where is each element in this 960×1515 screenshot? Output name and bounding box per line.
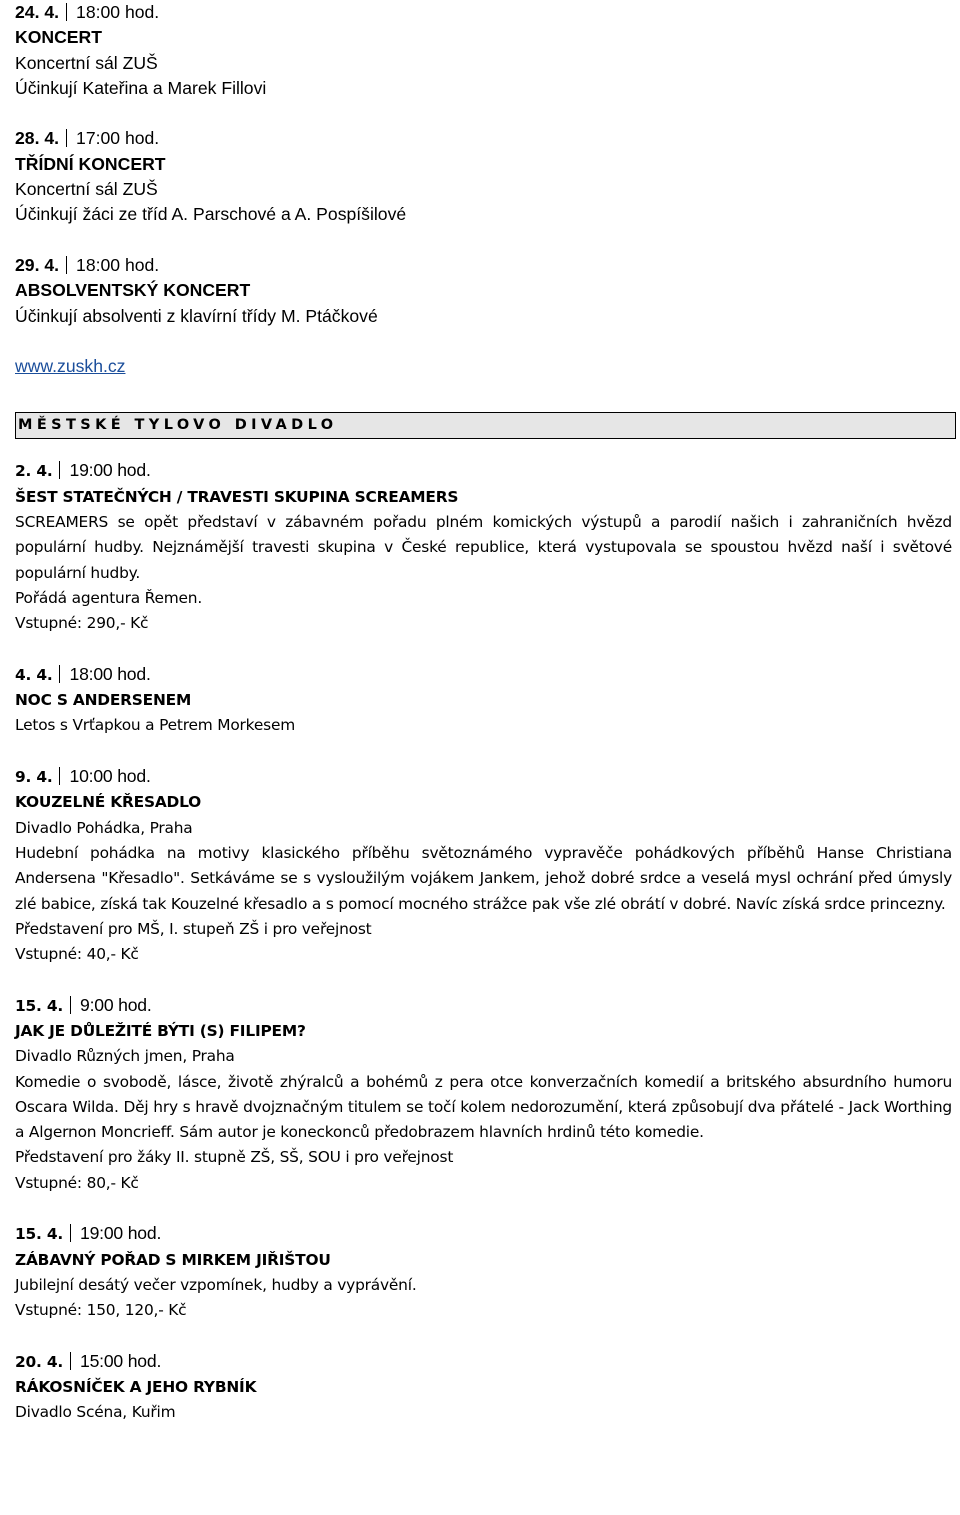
event-time: 18:00 hod.	[69, 663, 151, 684]
event-date-line	[15, 253, 952, 278]
concert-section	[15, 0, 952, 379]
event-title: ŠEST STATEČNÝCH / TRAVESTI SKUPINA SCREAMERS	[15, 487, 459, 506]
event-line: Letos s Vrťapkou a Petrem Morkesem	[15, 716, 295, 735]
event-price: Vstupné: 40,- Kč	[15, 945, 139, 964]
date-separator	[59, 767, 60, 785]
event-time: 15:00 hod.	[79, 1350, 162, 1371]
date-separator	[70, 1352, 71, 1370]
date-separator	[59, 461, 60, 479]
website-link[interactable]: www.zuskh.cz	[15, 356, 126, 377]
event-date: 15. 4.	[15, 1225, 63, 1244]
event-date: 29. 4.	[15, 254, 60, 275]
event-line: Jubilejní desátý večer vzpomínek, hudby a vyprávění.	[15, 1275, 417, 1294]
event-time: 19:00 hod.	[79, 1223, 162, 1244]
date-separator	[66, 256, 67, 274]
event-title: RÁKOSNÍČEK A JEHO RYBNÍK	[15, 1378, 257, 1397]
event-line: Účinkují žáci ze tříd A. Parschové a A. Pospíšilové	[15, 204, 407, 225]
section-heading-banner: MĚSTSKÉ TYLOVO DIVADLO	[15, 412, 956, 439]
event-description: SCREAMERS se opět představí v zábavném pořadu plném komických výstupů a parodií našich i zahraničních hvězd populární hudby. Nejznámější travesti skupina v České republice, která vystupovala se spoustou hvězd naší i světové populární hudby.	[15, 513, 952, 582]
event-line: Pořádá agentura Řemen.	[15, 588, 203, 607]
event-date-line	[15, 1221, 952, 1247]
event-entry	[15, 458, 952, 636]
event-time: 18:00 hod.	[76, 2, 160, 22]
event-date: 2. 4.	[15, 462, 53, 481]
date-separator	[70, 996, 71, 1014]
event-date: 20. 4.	[15, 1352, 63, 1371]
event-line: Účinkují Kateřina a Marek Fillovi	[15, 77, 267, 98]
event-title: KOUZELNÉ KŘESADLO	[15, 793, 202, 812]
event-line: Představení pro žáky II. stupně ZŠ, SŠ, SOU i pro veřejnost	[15, 1148, 454, 1167]
event-title: KONCERT	[15, 27, 102, 48]
event-line: Představení pro MŠ, I. stupeň ZŠ i pro veřejnost	[15, 919, 372, 938]
event-line: Koncertní sál ZUŠ	[15, 52, 158, 73]
event-time: 17:00 hod.	[76, 128, 160, 149]
event-time: 9:00 hod.	[79, 994, 152, 1015]
date-separator	[66, 129, 67, 147]
event-date: 9. 4.	[15, 768, 53, 787]
event-time: 19:00 hod.	[69, 460, 151, 481]
event-date-line	[15, 126, 952, 151]
website-line	[15, 354, 952, 379]
event-entry	[15, 662, 952, 739]
event-price: Vstupné: 80,- Kč	[15, 1173, 139, 1192]
date-separator	[66, 3, 67, 21]
event-date-line	[15, 662, 952, 688]
event-title: ZÁBAVNÝ POŘAD S MIRKEM JIŘIŠTOU	[15, 1250, 331, 1269]
event-date: 15. 4.	[15, 996, 63, 1015]
event-line: Koncertní sál ZUŠ	[15, 179, 158, 200]
event-line: Účinkují absolventi z klavírní třídy M. Ptáčkové	[15, 305, 378, 326]
event-entry	[15, 993, 952, 1196]
event-line: Divadlo Scéna, Kuřim	[15, 1403, 176, 1422]
event-title: ABSOLVENTSKÝ KONCERT	[15, 280, 251, 301]
event-description: Komedie o svobodě, lásce, životě zhýralců a bohémů z pera otce konverzačních komedií a britského absurdního humoru Oscara Wilda. Děj hry s hravě dvojznačným titulem se točí kolem nedorozumění, která způsobují dva přátelé - Jack Worthing a Algernon Moncrieff. Sám autor je koneckonců předobrazem hlavních hrdinů této komedie.	[15, 1072, 952, 1142]
event-time: 10:00 hod.	[69, 766, 151, 787]
date-separator	[59, 665, 60, 683]
event-subtitle: Divadlo Pohádka, Praha	[15, 818, 193, 837]
event-entry	[15, 764, 952, 967]
event-subtitle: Divadlo Různých jmen, Praha	[15, 1047, 235, 1066]
event-entry	[15, 0, 952, 101]
date-separator	[70, 1224, 71, 1242]
event-entry	[15, 1349, 952, 1426]
event-title: NOC S ANDERSENEM	[15, 691, 192, 710]
event-date-line	[15, 993, 952, 1019]
event-price: Vstupné: 290,- Kč	[15, 614, 149, 633]
event-date-line	[15, 0, 952, 25]
event-date: 4. 4.	[15, 665, 53, 684]
event-date-line	[15, 764, 952, 790]
event-date: 24. 4.	[15, 2, 60, 22]
event-date: 28. 4.	[15, 128, 60, 149]
event-description: Hudební pohádka na motivy klasického příběhu světoznámého vypravěče pohádkových příběhů Hanse Christiana Andersena "Křesadlo". Setkáváme se s vysloužilým vojákem Jankem, jehož dobré srdce a veselá mysl ochrání před úmysly zlé babice, získá tak Kouzelné křesadlo a s pomocí mocného strážce pak vše zlé obrátí v dobré. Navíc získá srdce princezny.	[15, 843, 952, 913]
event-entry	[15, 253, 952, 329]
event-date-line	[15, 458, 952, 484]
event-time: 18:00 hod.	[76, 254, 160, 275]
event-title: JAK JE DŮLEŽITÉ BÝTI (S) FILIPEM?	[15, 1021, 306, 1040]
theatre-section	[15, 458, 952, 1425]
event-price: Vstupné: 150, 120,- Kč	[15, 1301, 187, 1320]
event-entry	[15, 126, 952, 227]
event-entry	[15, 1221, 952, 1323]
event-date-line	[15, 1349, 952, 1375]
event-title: TŘÍDNÍ KONCERT	[15, 153, 166, 174]
